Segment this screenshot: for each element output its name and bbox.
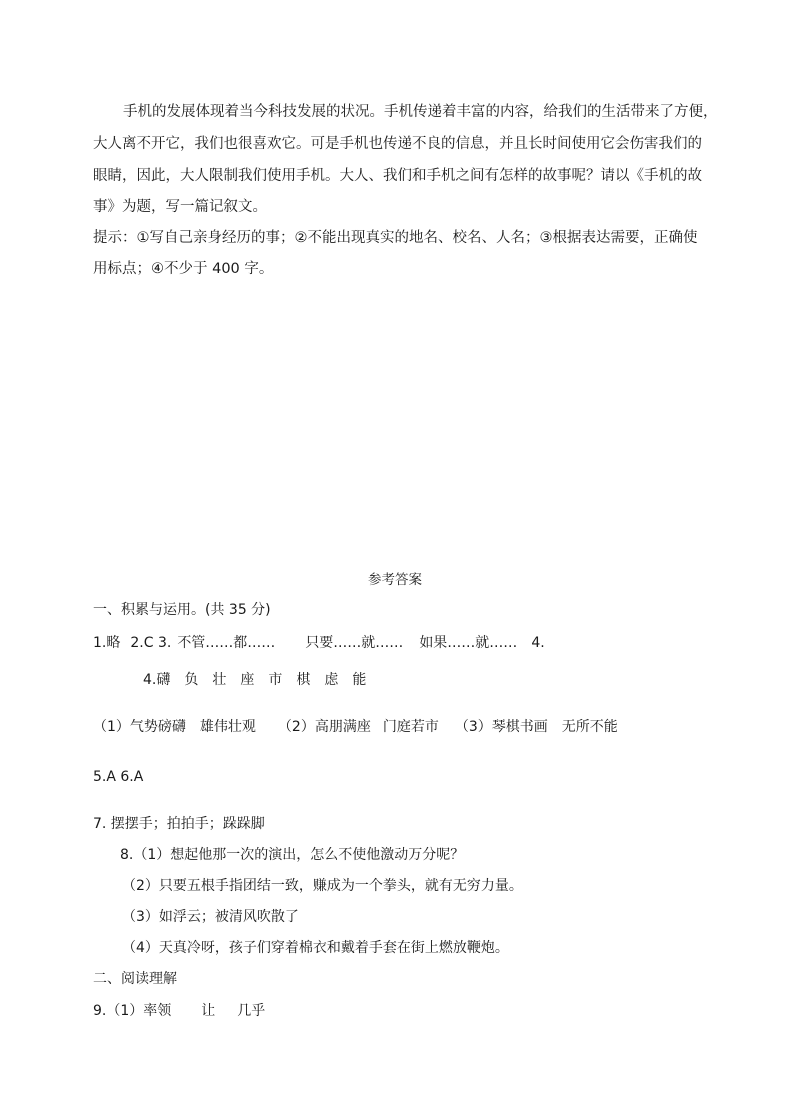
answer-q4-chars [143, 671, 380, 689]
answer-q5-6: 5.A 6.A [93, 769, 144, 785]
idiom-group-1b: 雄伟壮观 [199, 719, 256, 735]
idiom-group-3: （3）琴棋书画 [454, 719, 548, 735]
answer-q2-3: 2.C 3. [130, 635, 172, 651]
answer-q7: 7. 摆摆手；拍拍手；跺跺脚 [93, 816, 265, 832]
prompt-line-4: 事》为题，写一篇记叙文。 [93, 199, 267, 215]
idiom-group-2: （2）高朋满座 [277, 719, 371, 735]
answer-q1-3 [93, 634, 545, 652]
answer-q4-label-inline: 4. [531, 635, 545, 651]
q9-part-2: 让 [201, 1003, 216, 1019]
q4-char: 负 [184, 672, 199, 688]
section-2-heading: 二、阅读理解 [93, 971, 177, 987]
idiom-group-3b: 无所不能 [561, 719, 618, 735]
answer-q3-pair-3: 如果……就…… [419, 635, 518, 651]
section-1-heading: 一、积累与运用。(共 35 分) [93, 602, 271, 618]
prompt-line-1: 手机的发展体现着当今科技发展的状况。手机传递着丰富的内容，给我们的生活带来了方便， [123, 104, 718, 120]
q4-char: 能 [352, 672, 367, 688]
answer-idioms [93, 718, 618, 736]
q4-char: 虑 [324, 672, 339, 688]
q9-part-3: 几乎 [237, 1003, 266, 1019]
answers-title: 参考答案 [368, 572, 422, 588]
q4-char: 棋 [296, 672, 311, 688]
answer-q8-2: （2）只要五根手指团结一致，赚成为一个拳头，就有无穷力量。 [122, 878, 523, 894]
prompt-line-2: 大人离不开它，我们也很喜欢它。可是手机也传递不良的信息，并且长时间使用它会伤害我们的 [93, 136, 702, 152]
answer-q8-4: （4）天真冷呀，孩子们穿着棉衣和戴着手套在街上燃放鞭炮。 [122, 940, 509, 956]
prompt-line-3: 眼睛，因此，大人限制我们使用手机。大人、我们和手机之间有怎样的故事呢？请以《手机的故 [93, 168, 702, 184]
hint-line-1: 提示：①写自己亲身经历的事；②不能出现真实的地名、校名、人名；③根据表达需要，正确使 [93, 230, 698, 246]
answer-q8-3: （3）如浮云；被清风吹散了 [122, 909, 299, 925]
idiom-group-1: （1）气势磅礴 [93, 719, 186, 735]
q9-part-1: 9.（1）率领 [93, 1003, 172, 1019]
idiom-group-2b: 门庭若市 [382, 719, 439, 735]
answer-q3-pair-1: 不管……都…… [177, 635, 276, 651]
q4-char: 礴 [156, 672, 171, 688]
answer-q3-pair-2: 只要……就…… [305, 635, 404, 651]
answer-q1: 1.略 [93, 635, 121, 651]
q4-char: 座 [240, 672, 255, 688]
answer-q9 [93, 1002, 265, 1020]
q4-char: 市 [268, 672, 283, 688]
q4-label: 4. [143, 672, 157, 688]
q4-char: 壮 [212, 672, 227, 688]
answer-q8-1: 8.（1）想起他那一次的演出，怎么不使他激动万分呢？ [120, 847, 465, 863]
hint-line-2: 用标点；④不少于 400 字。 [93, 261, 274, 277]
